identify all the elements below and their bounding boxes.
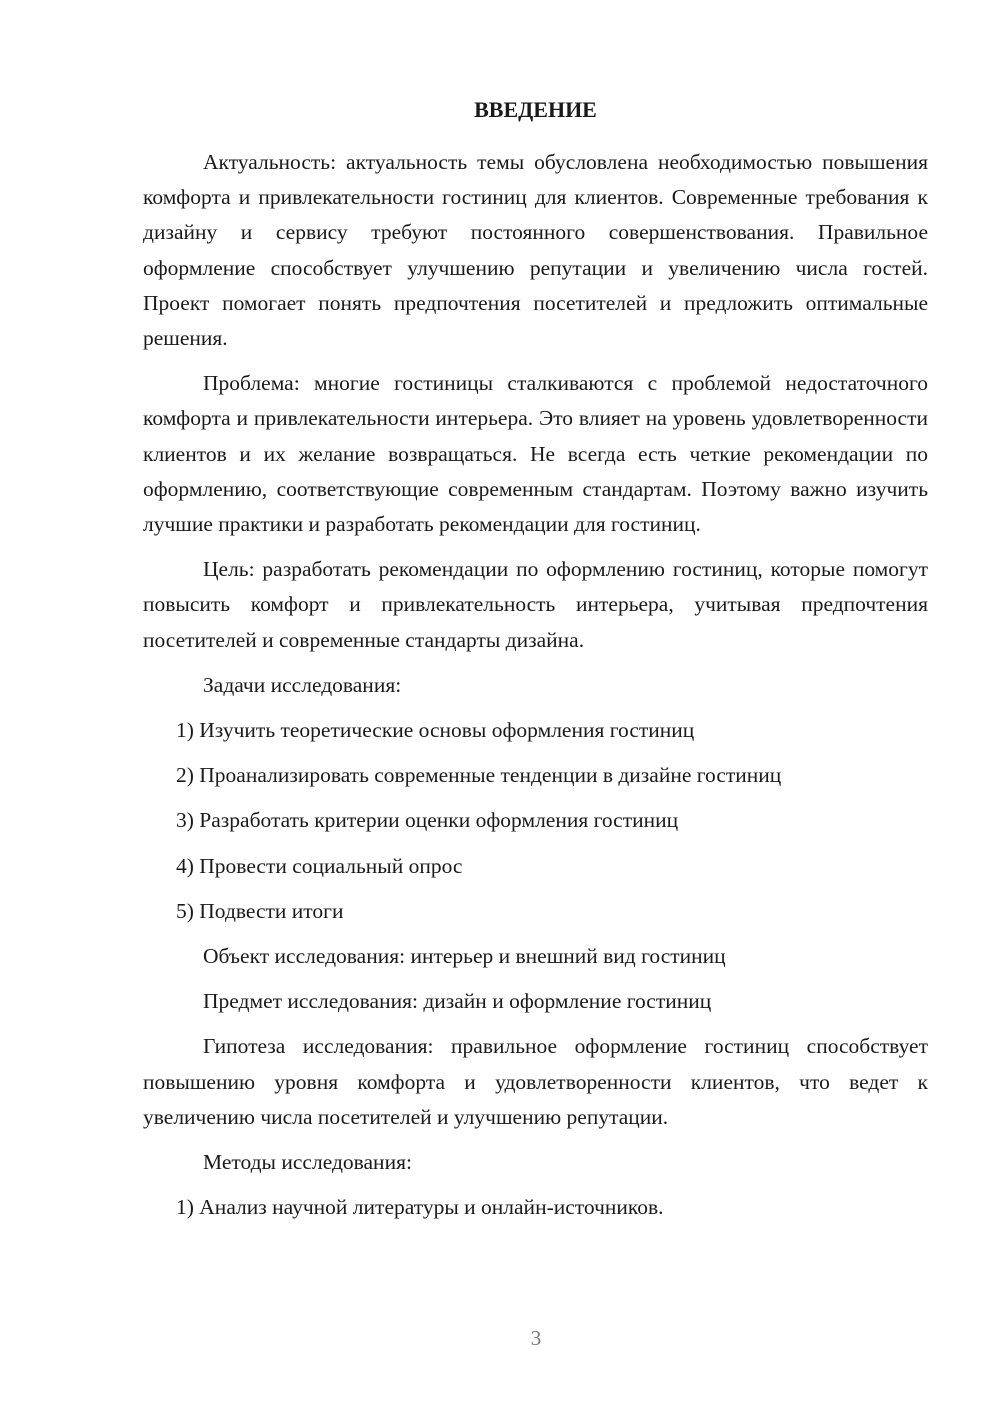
task-item: 4) Провести социальный опрос: [176, 853, 463, 878]
method-item: 1) Анализ научной литературы и онлайн-источников.: [176, 1195, 664, 1220]
task-item: 2) Проанализировать современные тенденции в дизайне гостиниц: [176, 763, 782, 788]
research-object: Объект исследования: интерьер и внешний вид гостиниц: [203, 944, 726, 969]
section-heading: ВВЕДЕНИЕ: [474, 97, 597, 122]
tasks-heading: Задачи исследования:: [203, 672, 402, 697]
problem-paragraph: Проблема: многие гостиницы сталкиваются с проблемой недостаточного комфорта и привлекательности интерьера. Это влияет на уровень удовлетворенности клиентов и их желание возвращаться. Не всегда есть четкие рекомендации по оформлению, соответствующие современным стандартам. Поэтому важно изучить лучшие практики и разработать рекомендации для гостиниц.: [143, 371, 928, 537]
hypothesis-paragraph: Гипотеза исследования: правильное оформление гостиниц способствует повышению уровня комфорта и удовлетворенности клиентов, что ведет к увеличению числа посетителей и улучшению репутации.: [143, 1034, 928, 1129]
methods-heading: Методы исследования:: [203, 1150, 412, 1175]
document-page: [143, 95, 928, 1235]
task-item: 5) Подвести итоги: [176, 898, 344, 923]
goal-paragraph: Цель: разработать рекомендации по оформлению гостиниц, которые помогут повысить комфорт и привлекательность интерьера, учитывая предпочтения посетителей и современные стандарты дизайна.: [143, 557, 928, 652]
relevance-paragraph: Актуальность: актуальность темы обусловлена необходимостью повышения комфорта и привлекательности гостиниц для клиентов. Современные требования к дизайну и сервису требуют постоянного совершенствования. Правильное оформление способствует улучшению репутации и увеличению числа гостей. Проект помогает понять предпочтения посетителей и предложить оптимальные решения.: [143, 150, 928, 351]
research-subject: Предмет исследования: дизайн и оформление гостиниц: [203, 989, 712, 1014]
page-number: 3: [530, 1326, 542, 1350]
task-item: 3) Разработать критерии оценки оформления гостиниц: [176, 808, 679, 833]
task-item: 1) Изучить теоретические основы оформления гостиниц: [176, 718, 695, 743]
